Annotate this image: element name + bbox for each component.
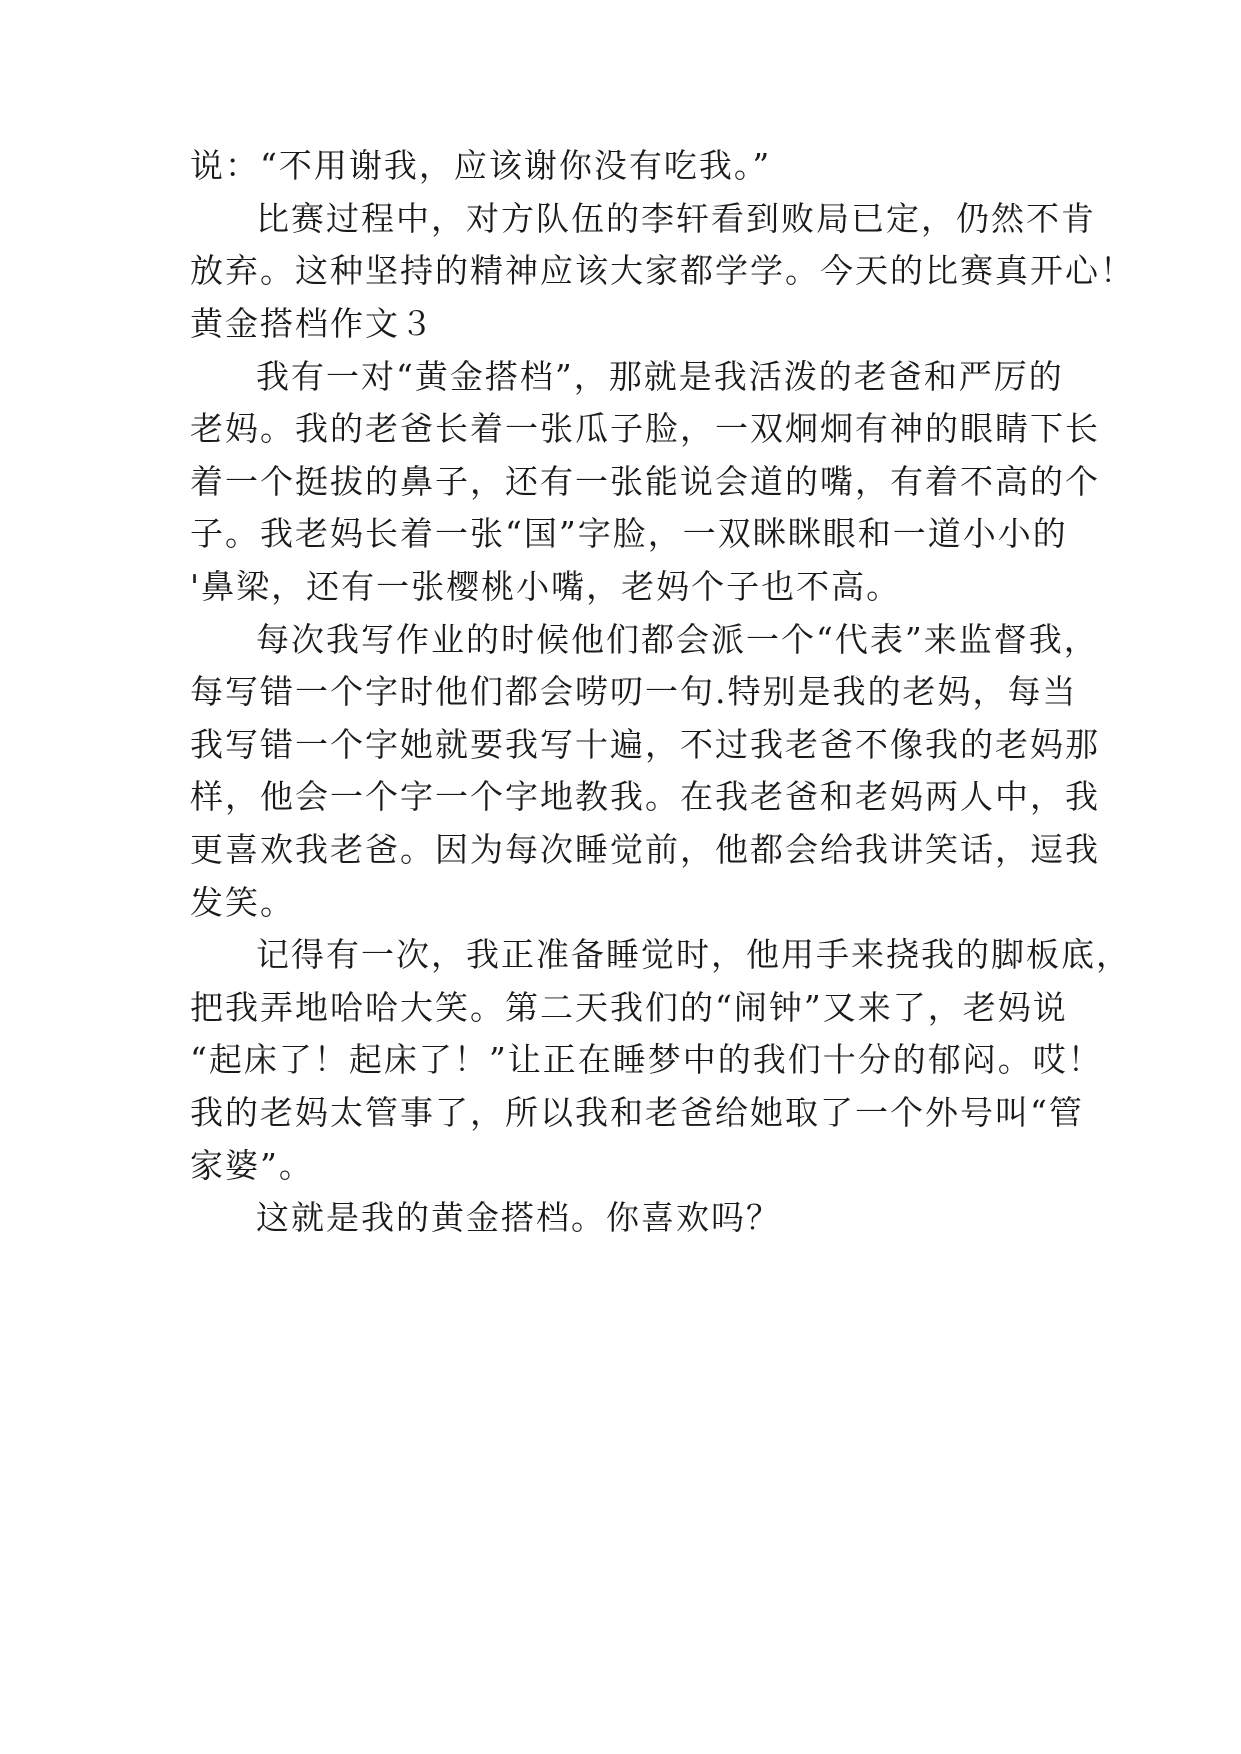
text-line: 着一个挺拔的鼻子，还有一张能说会道的嘴，有着不高的个 [190, 462, 1100, 501]
text-line: 我的老妈太管事了，所以我和老爸给她取了一个外号叫“管 [190, 1093, 1084, 1132]
text-line: 把我弄地哈哈大笑。第二天我们的“闹钟”又来了，老妈说 [190, 988, 1068, 1027]
text-line: 我写错一个字她就要我写十遍，不过我老爸不像我的老妈那 [190, 725, 1100, 764]
paragraph-start-line: 每次我写作业的时候他们都会派一个“代表”来监督我， [256, 620, 1099, 659]
paragraph-start-line: 这就是我的黄金搭档。你喜欢吗？ [256, 1198, 781, 1237]
text-line: “起床了！起床了！”让正在睡梦中的我们十分的郁闷。哎！ [190, 1040, 1103, 1079]
text-line: 每写错一个字时他们都会唠叨一句.特别是我的老妈，每当 [190, 672, 1078, 711]
text-line: 放弃。这种坚持的精神应该大家都学学。今天的比赛真开心！ [190, 251, 1135, 290]
text-line: 说：“不用谢我，应该谢你没有吃我。” [190, 146, 772, 185]
section-heading: 黄金搭档作文３ [190, 304, 435, 343]
paragraph-start-line: 记得有一次，我正准备睡觉时，他用手来挠我的脚板底， [256, 935, 1131, 974]
text-line: 发笑。 [190, 883, 295, 922]
text-line: 更喜欢我老爸。因为每次睡觉前，他都会给我讲笑话，逗我 [190, 830, 1100, 869]
paragraph-start-line: 我有一对“黄金搭档”，那就是我活泼的老爸和严厉的 [256, 357, 1064, 396]
text-line: 家婆”。 [190, 1146, 314, 1185]
text-line: 老妈。我的老爸长着一张瓜子脸，一双炯炯有神的眼睛下长 [190, 409, 1100, 448]
paragraph-start-line: 比赛过程中，对方队伍的李轩看到败局已定，仍然不肯 [256, 199, 1096, 238]
text-line: 样，他会一个字一个字地教我。在我老爸和老妈两人中，我 [190, 777, 1100, 816]
text-line: 子。我老妈长着一张“国”字脸，一双眯眯眼和一道小小的 [190, 514, 1068, 553]
text-line: '鼻梁，还有一张樱桃小嘴，老妈个子也不高。 [190, 567, 902, 606]
